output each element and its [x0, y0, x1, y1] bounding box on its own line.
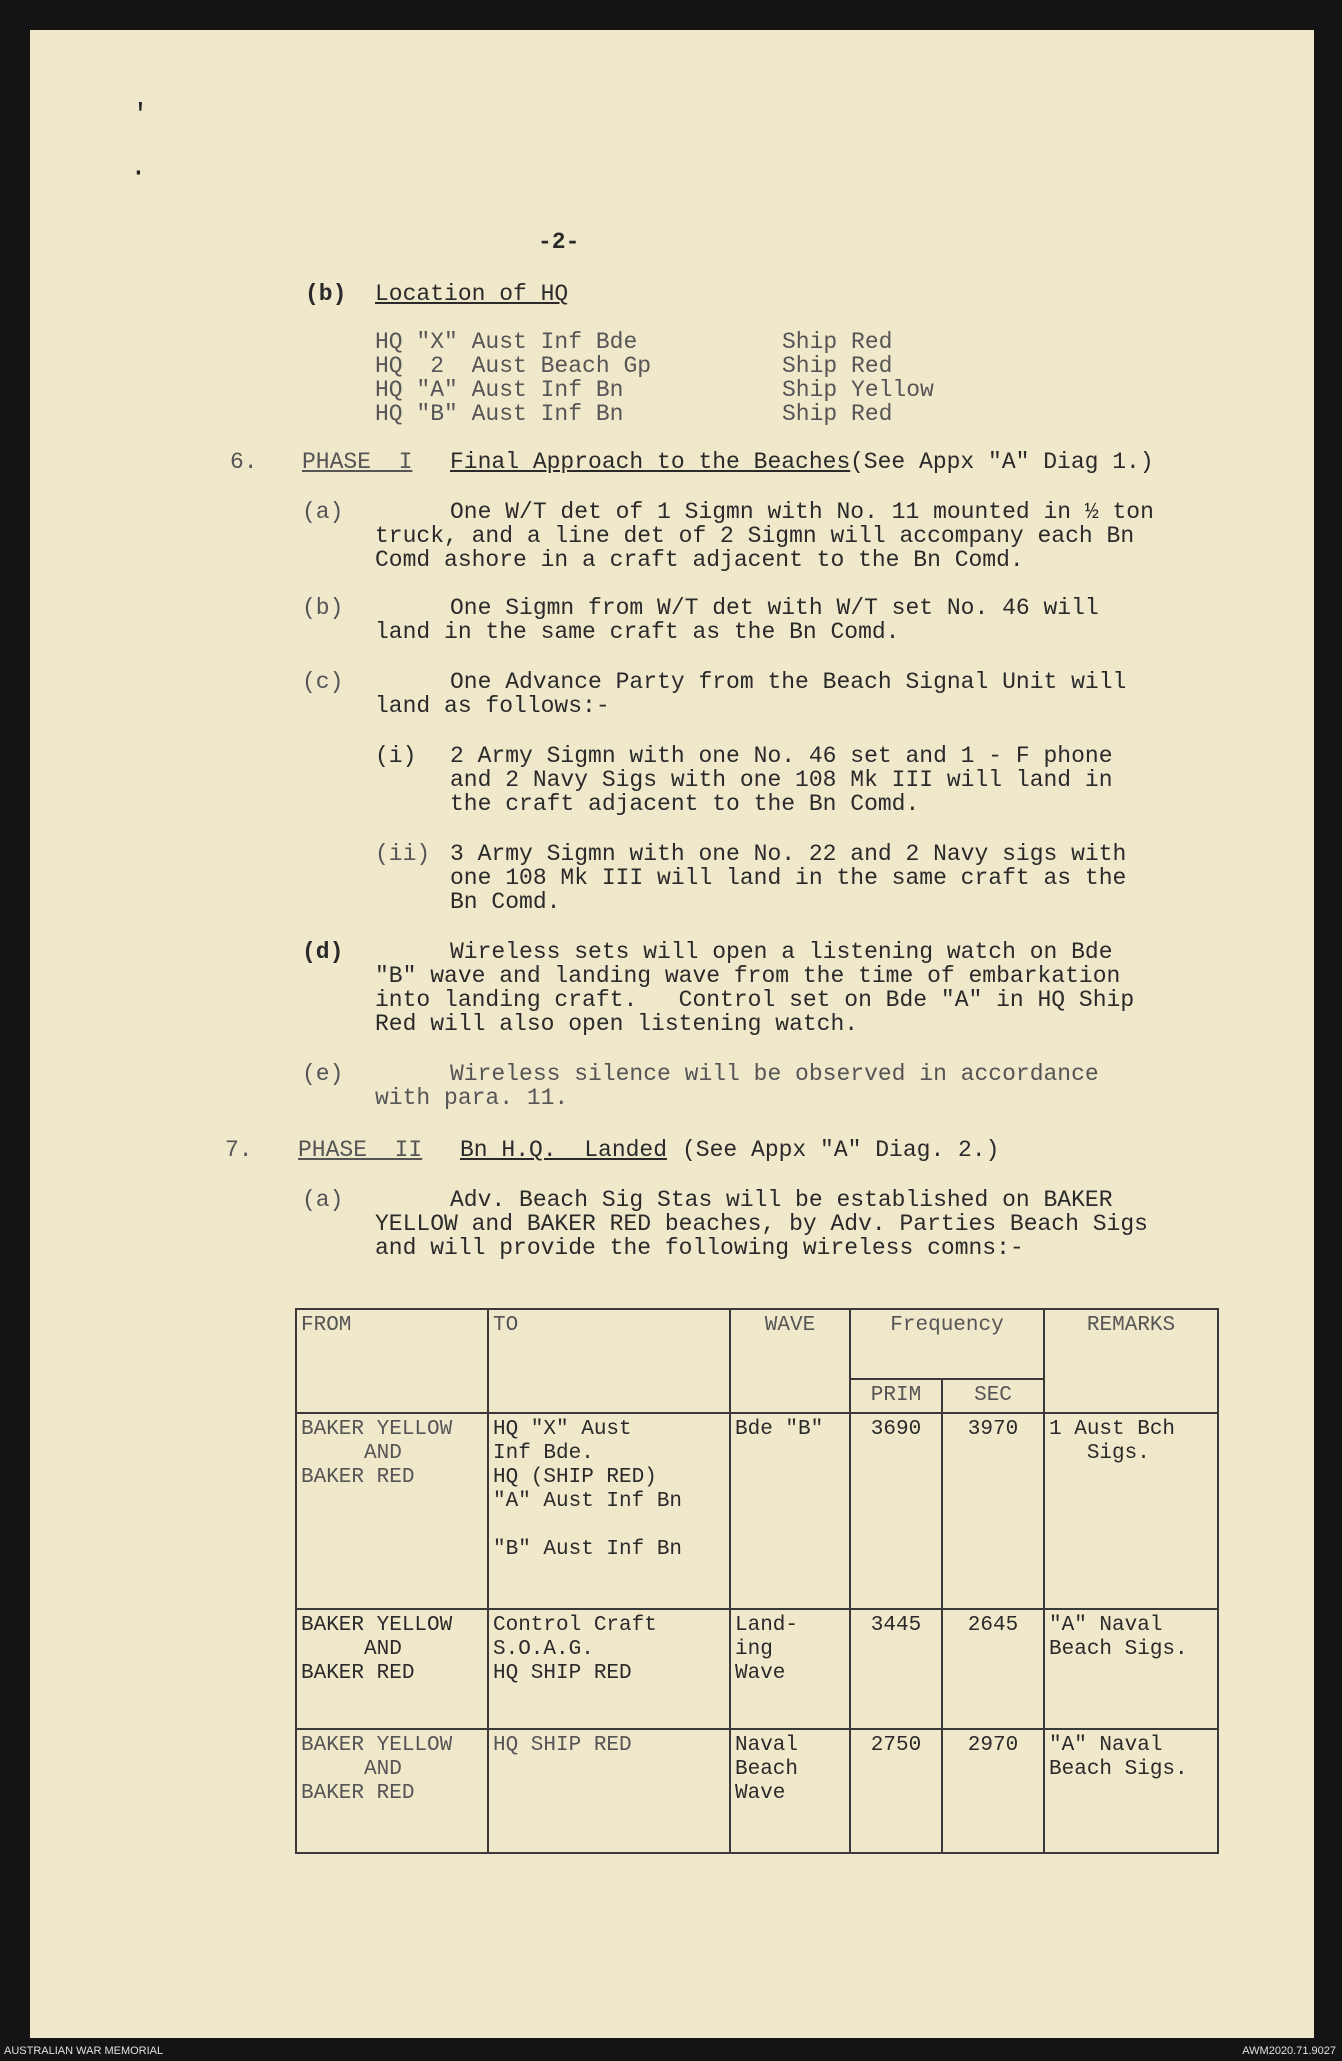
phase-label: PHASE I: [302, 449, 413, 475]
sub-label: (c): [302, 669, 344, 695]
paragraph-line: Adv. Beach Sig Stas will be established on BAKER: [450, 1187, 1113, 1213]
paragraph-line: one 108 Mk III will land in the same craft as the: [450, 865, 1127, 891]
cell-to: HQ "X" Aust Inf Bde. HQ (SHIP RED) "A" Aust Inf Bn "B" Aust Inf Bn: [488, 1413, 730, 1609]
paragraph-line: Wireless silence will be observed in accordance: [450, 1061, 1099, 1087]
sub-label: (a): [302, 499, 344, 525]
phase-label: PHASE II: [298, 1137, 423, 1163]
paragraph-line: and 2 Navy Sigs with one 108 Mk III will land in: [450, 767, 1113, 793]
header-remarks: REMARKS: [1044, 1309, 1218, 1413]
table-row: [296, 1413, 1218, 1609]
header-frequency: Frequency: [850, 1309, 1044, 1379]
cell-from: BAKER YELLOW AND BAKER RED: [296, 1609, 488, 1729]
section-title: Location of HQ: [375, 281, 569, 307]
header-sec: SEC: [942, 1379, 1044, 1413]
document-page: [30, 30, 1314, 2038]
sub-label: (ii): [375, 841, 431, 867]
paragraph-line: 2 Army Sigmn with one No. 46 set and 1 - F phone: [450, 743, 1113, 769]
paragraph-line: with para. 11.: [375, 1085, 569, 1111]
paragraph-line: YELLOW and BAKER RED beaches, by Adv. Parties Beach Sigs: [375, 1211, 1148, 1237]
paragraph-line: One Advance Party from the Beach Signal Unit will: [450, 669, 1127, 695]
phase-title: Bn H.Q. Landed: [460, 1137, 668, 1163]
phase-reference: (See Appx "A" Diag. 2.): [682, 1137, 1000, 1163]
paragraph-line: land as follows:-: [375, 693, 610, 719]
hq-location: Ship Red: [782, 401, 893, 427]
cell-prim: 3445: [850, 1609, 942, 1729]
header-prim: PRIM: [850, 1379, 942, 1413]
cell-sec: 2645: [942, 1609, 1044, 1729]
paragraph-line: "B" wave and landing wave from the time of embarkation: [375, 963, 1121, 989]
header-to: TO: [488, 1309, 730, 1413]
hq-unit: HQ "X" Aust Inf Bde: [375, 329, 638, 355]
hq-location: Ship Red: [782, 353, 893, 379]
hq-unit: HQ 2 Aust Beach Gp: [375, 353, 652, 379]
header-from: FROM: [296, 1309, 488, 1413]
sub-label: (e): [302, 1061, 344, 1087]
paragraph-line: land in the same craft as the Bn Comd.: [375, 619, 900, 645]
cell-to: HQ SHIP RED: [488, 1729, 730, 1853]
page-number: -2-: [538, 229, 580, 255]
para-number: 7.: [225, 1137, 253, 1163]
cell-remarks: 1 Aust Bch Sigs.: [1044, 1413, 1218, 1609]
cell-wave: Bde "B": [730, 1413, 850, 1609]
wireless-comms-table: [295, 1308, 1219, 1854]
cell-sec: 3970: [942, 1413, 1044, 1609]
sub-label: (d): [302, 939, 344, 965]
cell-prim: 3690: [850, 1413, 942, 1609]
paragraph-line: Wireless sets will open a listening watch on Bde: [450, 939, 1113, 965]
cell-sec: 2970: [942, 1729, 1044, 1853]
paragraph-line: the craft adjacent to the Bn Comd.: [450, 791, 920, 817]
cell-prim: 2750: [850, 1729, 942, 1853]
paragraph-line: One W/T det of 1 Sigmn with No. 11 mounted in ½ ton: [450, 499, 1154, 525]
paragraph-line: truck, and a line det of 2 Sigmn will accompany each Bn: [375, 523, 1135, 549]
hq-unit: HQ "B" Aust Inf Bn: [375, 401, 624, 427]
ink-mark: ·: [130, 158, 147, 189]
sub-label: (i): [375, 743, 417, 769]
hq-location: Ship Yellow: [782, 377, 934, 403]
paragraph-line: One Sigmn from W/T det with W/T set No. 46 will: [450, 595, 1099, 621]
cell-from: BAKER YELLOW AND BAKER RED: [296, 1729, 488, 1853]
cell-from: BAKER YELLOW AND BAKER RED: [296, 1413, 488, 1609]
footer-institution: AUSTRALIAN WAR MEMORIAL: [4, 2045, 164, 2057]
hq-location: Ship Red: [782, 329, 893, 355]
cell-wave: Land- ing Wave: [730, 1609, 850, 1729]
para-number: 6.: [230, 449, 258, 475]
table-row: [296, 1729, 1218, 1853]
ink-mark: ': [132, 100, 149, 131]
table-row: [296, 1609, 1218, 1729]
paragraph-line: and will provide the following wireless comns:-: [375, 1235, 1024, 1261]
phase-title: Final Approach to the Beaches: [450, 449, 851, 475]
sub-label: (a): [302, 1187, 344, 1213]
paragraph-line: 3 Army Sigmn with one No. 22 and 2 Navy sigs with: [450, 841, 1127, 867]
paragraph-line: Comd ashore in a craft adjacent to the Bn Comd.: [375, 547, 1024, 573]
paragraph-line: into landing craft. Control set on Bde "A" in HQ Ship: [375, 987, 1135, 1013]
cell-remarks: "A" Naval Beach Sigs.: [1044, 1609, 1218, 1729]
hq-unit: HQ "A" Aust Inf Bn: [375, 377, 624, 403]
footer-accession-number: AWM2020.71.9027: [1242, 2045, 1336, 2057]
cell-remarks: "A" Naval Beach Sigs.: [1044, 1729, 1218, 1853]
paragraph-line: Bn Comd.: [450, 889, 561, 915]
cell-wave: Naval Beach Wave: [730, 1729, 850, 1853]
phase-reference: (See Appx "A" Diag 1.): [850, 449, 1154, 475]
sub-label: (b): [302, 595, 344, 621]
header-wave: WAVE: [730, 1309, 850, 1413]
paragraph-line: Red will also open listening watch.: [375, 1011, 859, 1037]
cell-to: Control Craft S.O.A.G. HQ SHIP RED: [488, 1609, 730, 1729]
section-label: (b): [305, 281, 347, 307]
